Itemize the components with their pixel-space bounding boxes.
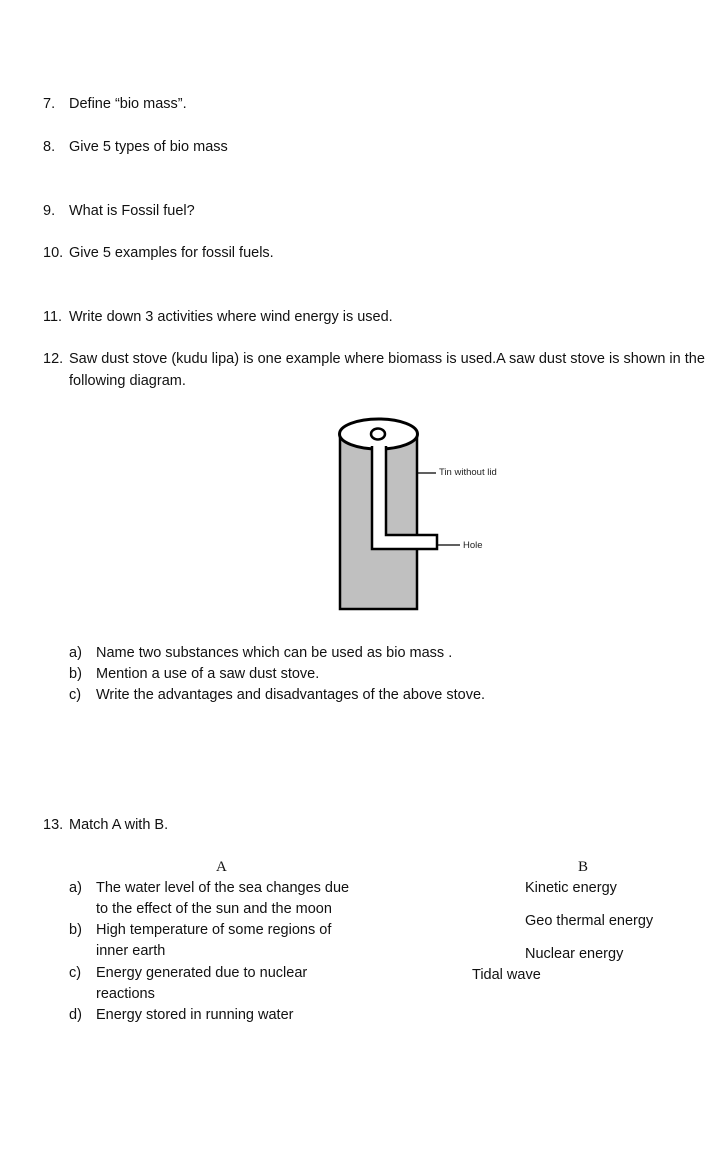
q12-part-a-letter: a) (69, 645, 82, 661)
question-7-number: 7. (43, 96, 56, 112)
hole-label: Hole (463, 540, 483, 551)
match-a-item-a-line2: to the effect of the sun and the moon (96, 901, 332, 917)
match-a-item-d-line1: Energy stored in running water (96, 1007, 294, 1023)
saw-dust-stove-diagram (330, 416, 530, 616)
match-b-item-geothermal: Geo thermal energy (525, 913, 654, 929)
tin-without-lid-label: Tin without lid (439, 467, 497, 478)
match-a-item-c-letter: c) (69, 965, 82, 981)
question-13-text: Match A with B. (69, 817, 169, 833)
question-8-number: 8. (43, 139, 56, 155)
question-8-text: Give 5 types of bio mass (69, 139, 228, 155)
question-9-number: 9. (43, 203, 56, 219)
question-9-text: What is Fossil fuel? (69, 203, 195, 219)
question-13-number: 13. (43, 817, 64, 833)
match-a-item-c-line2: reactions (96, 986, 155, 1002)
match-a-item-d-letter: d) (69, 1007, 82, 1023)
question-10-number: 10. (43, 245, 64, 261)
match-a-item-a-line1: The water level of the sea changes due (96, 880, 350, 896)
q12-part-c-letter: c) (69, 687, 82, 703)
question-11-number: 11. (43, 309, 63, 325)
column-b-heading: B (578, 859, 589, 875)
question-11-text: Write down 3 activities where wind energy is used. (69, 309, 393, 325)
q12-part-a-text: Name two substances which can be used as bio mass . (96, 645, 453, 661)
column-a-heading: A (216, 859, 227, 875)
match-a-item-b-line2: inner earth (96, 943, 166, 959)
match-b-item-kinetic: Kinetic energy (525, 880, 617, 896)
match-b-item-tidal: Tidal wave (472, 967, 541, 983)
match-a-item-c-line1: Energy generated due to nuclear (96, 965, 308, 981)
question-10-text: Give 5 examples for fossil fuels. (69, 245, 274, 261)
top-hole-circle (371, 429, 385, 440)
q12-part-b-letter: b) (69, 666, 82, 682)
q12-part-b-text: Mention a use of a saw dust stove. (96, 666, 320, 682)
q12-part-c-text: Write the advantages and disadvantages of the above stove. (96, 687, 486, 703)
match-a-item-a-letter: a) (69, 880, 82, 896)
question-7-text: Define “bio mass”. (69, 96, 187, 112)
question-12-text-line2: following diagram. (69, 373, 186, 389)
match-b-item-nuclear: Nuclear energy (525, 946, 624, 962)
match-a-item-b-line1: High temperature of some regions of (96, 922, 332, 938)
question-12-number: 12. (43, 351, 64, 367)
match-a-item-b-letter: b) (69, 922, 82, 938)
question-12-text-line1: Saw dust stove (kudu lipa) is one example where biomass is used.A saw dust stove is shown in the (69, 351, 705, 367)
